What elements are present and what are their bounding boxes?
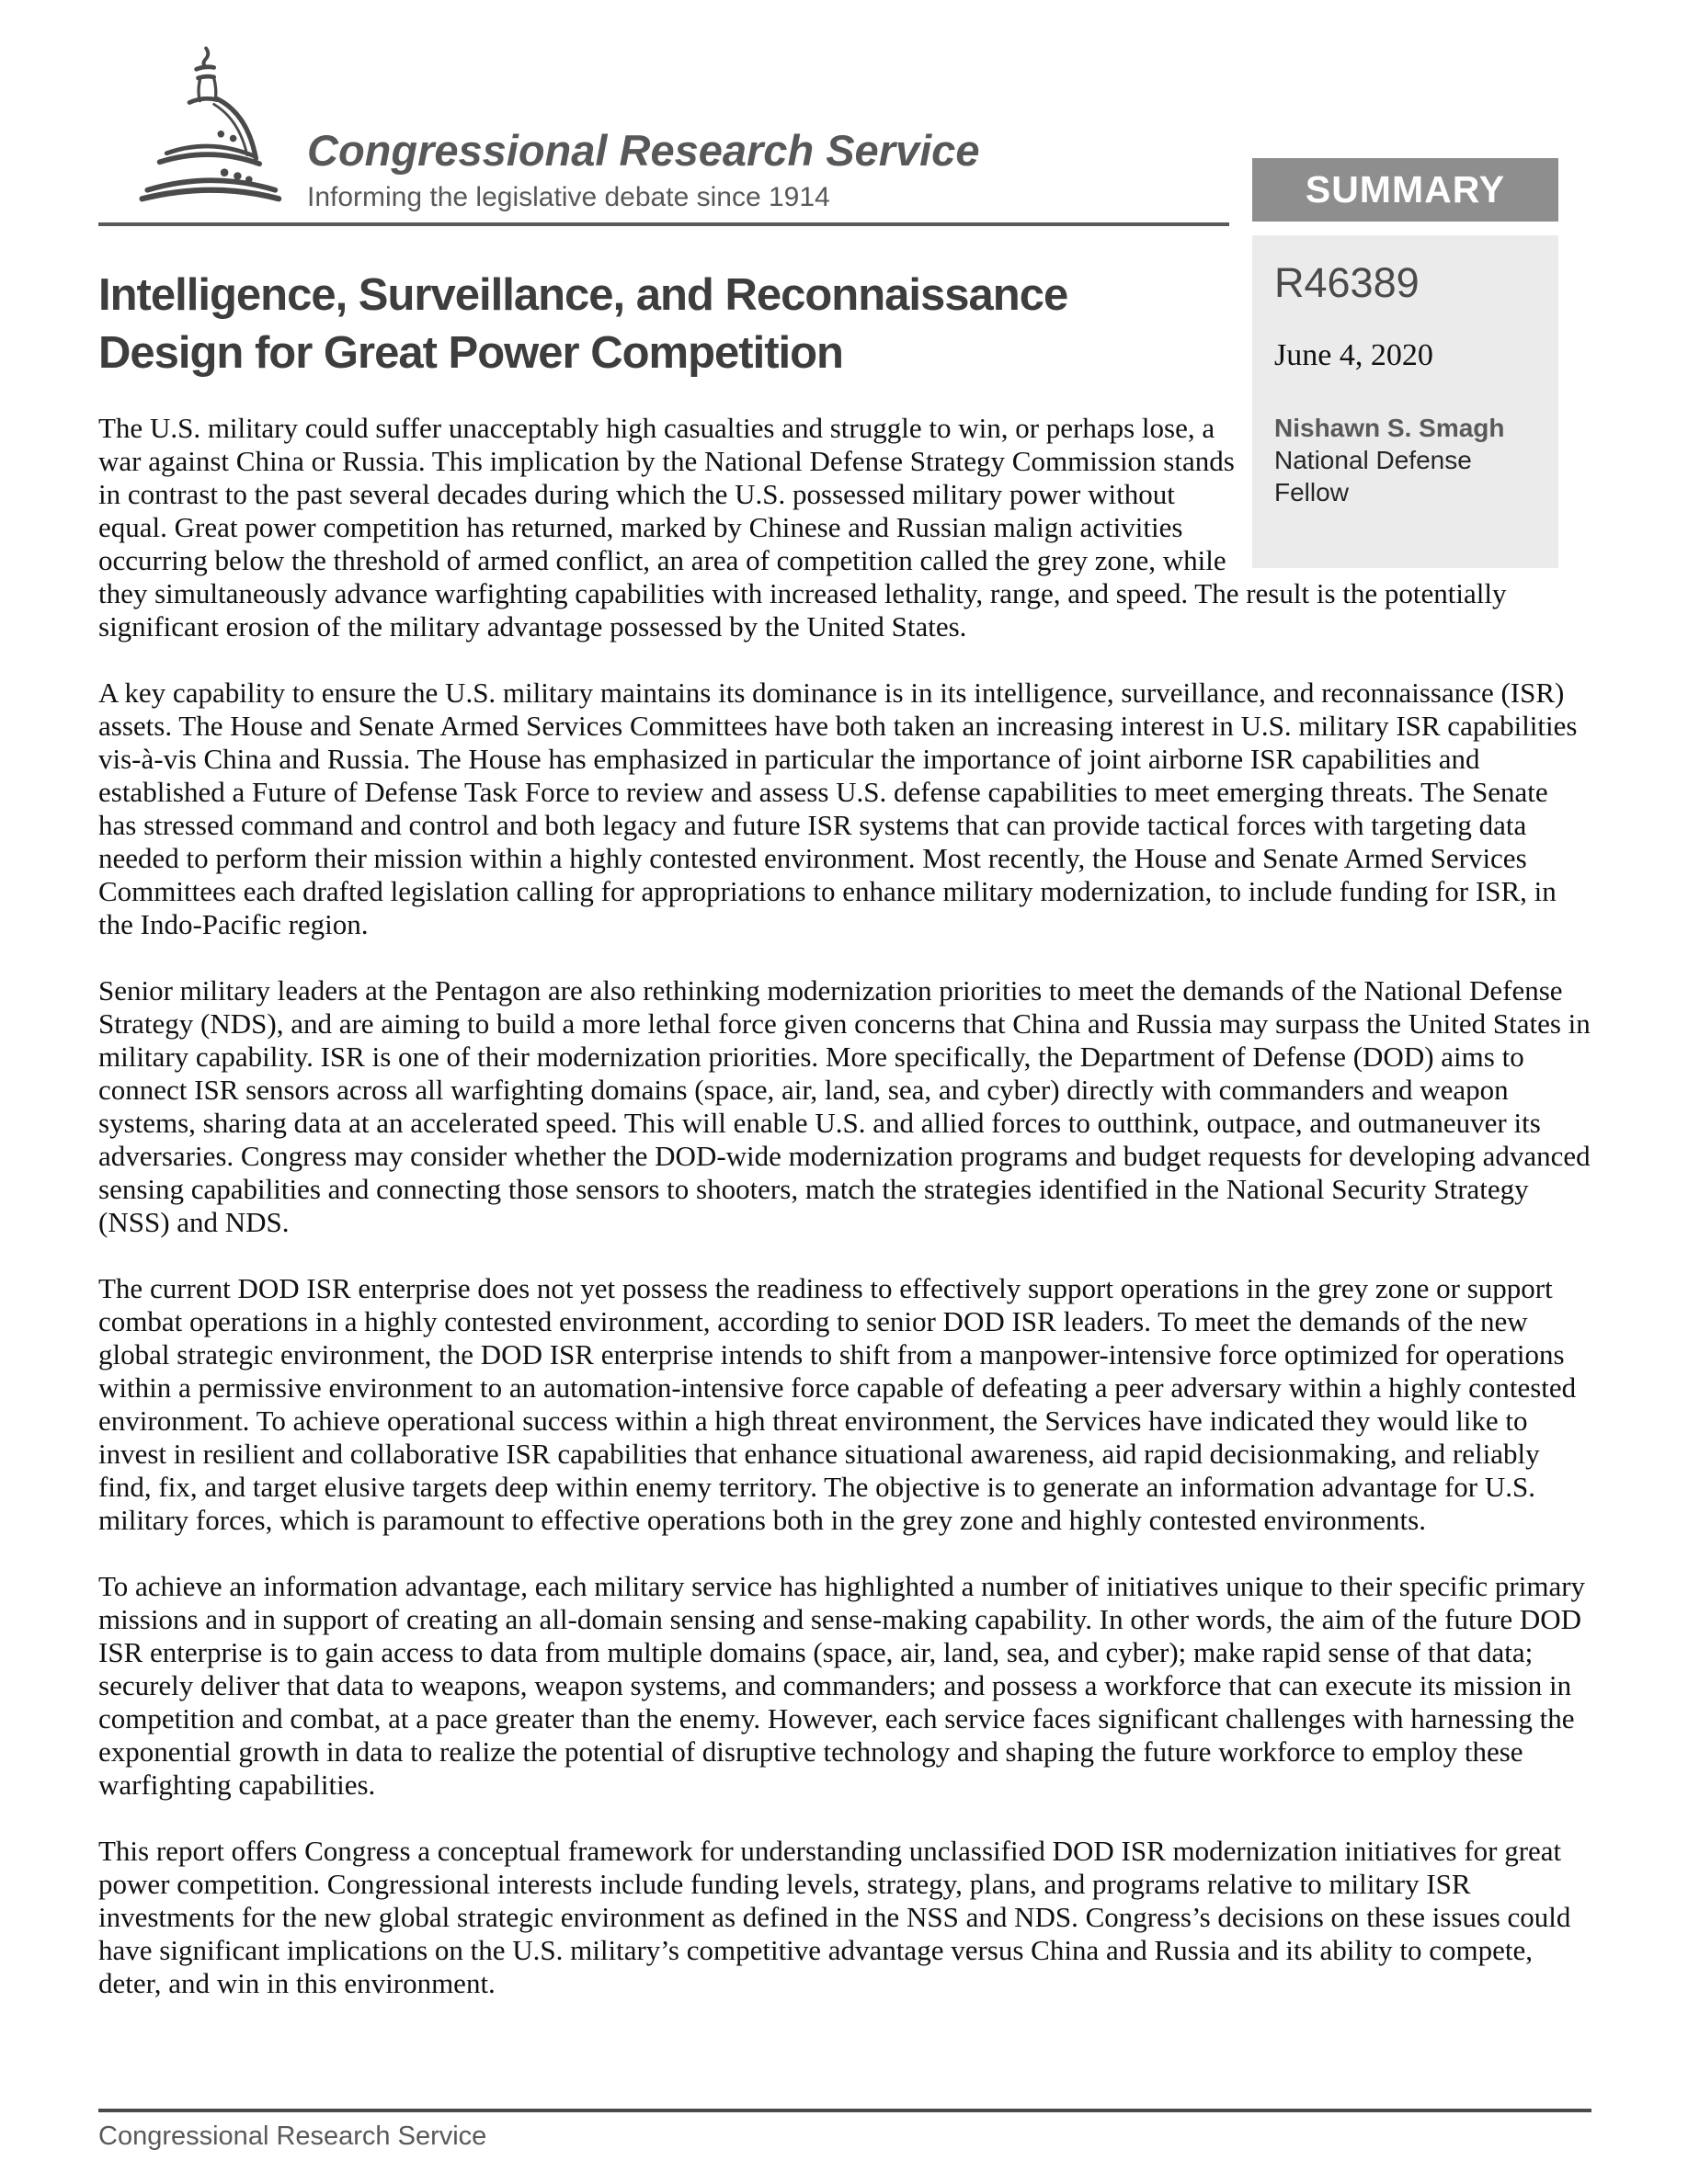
author-name: Nishawn S. Smagh [1274,414,1505,442]
paragraph-5: To achieve an information advantage, each military service has highlighted a number of initiatives unique to their specific primary missions and in support of creating an all-domain sensing and sense-making capability. In other words, the aim of the future DOD ISR enterprise is to gain access to data from multiple domains (space, air, land, sea, and cyber); make rapid sense of that data; securely deliver that data to weapons, weapon systems, and commanders; and possess a workforce that can execute its mission in competition and combat, at a pace greater than the enemy. However, each service faces significant challenges with harnessing the exponential growth in data to realize the potential of disruptive technology and shaping the future workforce to employ these warfighting capabilities. [98,1570,1586,1801]
paragraph-2: A key capability to ensure the U.S. military maintains its dominance is in its intelligence, surveillance, and reconnaissance (ISR) assets. The House and Senate Armed Services Committees have both taken an increasing interest in U.S. military ISR capabilities vis-à-vis China and Russia. The House has emphasized in particular the importance of joint airborne ISR capabilities and established a Future of Defense Task Force to review and assess U.S. defense capabilities to meet emerging threats. The Senate has stressed command and control and both legacy and future ISR systems that can provide tactical forces with targeting data needed to perform their mission within a highly contested environment. Most recently, the House and Senate Armed Services Committees each drafted legislation calling for appropriations to enhance military modernization, to include funding for ISR, in the Indo-Pacific region. [98,677,1578,940]
footer-text: Congressional Research Service [98,2121,487,2151]
paragraph-6: This report offers Congress a conceptual framework for understanding unclassified DOD ISR modernization initiatives for great power competition. Congressional interests include funding levels, strategy, plans, and programs relative to military ISR investments for the new global strategic environment as defined in the NSS and NDS. Congress’s decisions on these issues could have significant implications on the U.S. military’s competitive advantage versus China and Russia and its ability to compete, deter, and win in this environment. [98,1835,1571,1999]
paragraph-4: The current DOD ISR enterprise does not yet possess the readiness to effectively support operations in the grey zone or support combat operations in a highly contested environment, according to senior DOD ISR leaders. To meet the demands of the new global strategic environment, the DOD ISR enterprise intends to shift from a manpower-intensive force optimized for operations within a permissive environment to an automation-intensive force capable of defeating a peer adversary within a highly contested environment. To achieve operational success within a high threat environment, the Services have indicated they would like to invest in resilient and collaborative ISR capabilities that enhance situational awareness, aid rapid decisionmaking, and reliably find, fix, and target elusive targets deep within enemy territory. The objective is to generate an information advantage for U.S. military forces, which is paramount to effective operations both in the grey zone and highly contested environments. [98,1272,1577,1536]
report-title [98,267,1591,382]
title-line-1: Intelligence, Surveillance, and Reconnaissance [98,270,1068,320]
crs-logo [307,125,979,213]
capitol-dome-icon [116,40,300,221]
paragraph-3: Senior military leaders at the Pentagon are also rethinking modernization priorities to meet the demands of the National Defense Strategy (NDS), and are aiming to build a more lethal force given concerns that China and Russia may surpass the United States in military capability. ISR is one of their modernization priorities. More specifically, the Department of Defense (DOD) aims to connect ISR sensors across all warfighting domains (space, air, land, sea, and cyber) directly with commanders and weapon systems, sharing data at an accelerated speed. This will enable U.S. and allied forces to outthink, outpace, and outmaneuver its adversaries. Congress may consider whether the DOD-wide modernization programs and budget requests for developing advanced sensing capabilities and connecting those sensors to shooters, match the strategies identified in the National Security Strategy (NSS) and NDS. [98,974,1591,1238]
author-title: National Defense Fellow [1274,446,1472,506]
header-divider [98,222,1229,226]
report-date: June 4, 2020 [1274,338,1433,372]
sidebar-spacer [1249,412,1591,577]
title-line-2: Design for Great Power Competition [98,328,843,378]
logo-tagline: Informing the legislative debate since 1914 [307,182,830,212]
footer-divider [98,2109,1591,2112]
summary-label: SUMMARY [1252,158,1558,222]
report-number: R46389 [1274,259,1420,306]
paragraph-1: The U.S. military could suffer unacceptably high casualties and struggle to win, or perhaps lose, a war against China or Russia. This implication by the National Defense Strategy Commission stands in contrast to the past several decades during which the U.S. possessed military power without equal. Great power competition has returned, marked by Chinese and Russian malign activities occurring below the threshold of armed conflict, an area of competition called the grey zone, while they simultaneously advance warfighting capabilities with increased lethality, range, and speed. The result is the potentially significant erosion of the military advantage possessed by the United States. [98,412,1507,643]
summary-content [98,267,1591,2033]
logo-title: Congressional Research Service [307,126,980,175]
